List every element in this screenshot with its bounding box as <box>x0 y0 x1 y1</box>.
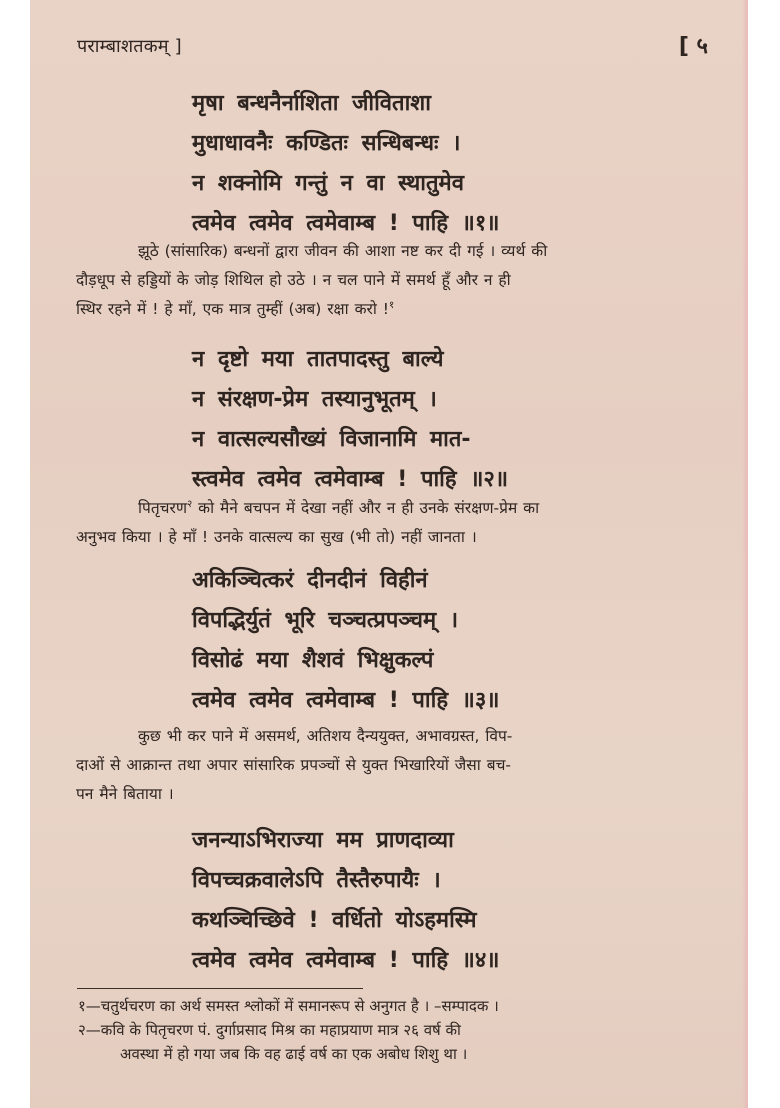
commentary-line: झूठे (सांसारिक) बन्धनों द्वारा जीवन की आशा नष्ट कर दी गई । व्यर्थ की <box>138 242 548 260</box>
book-page <box>30 0 748 1108</box>
verse-line: त्वमेव त्वमेव त्वमेवाम्ब ! पाहि ॥४॥ <box>192 948 500 973</box>
verse-4 <box>192 821 499 981</box>
verse-line: स्त्वमेव त्वमेव त्वमेवाम्ब ! पाहि ॥२॥ <box>192 467 509 492</box>
verse-line: न दृष्टो मया तातपादस्तु बाल्ये <box>192 347 444 372</box>
verse-line: न वात्सल्यसौख्यं विजानामि मात- <box>192 427 471 452</box>
footnote-2-continued: अवस्था में हो गया जब कि वह ढाई वर्ष का एक अबोध शिशु था । <box>120 1045 468 1063</box>
verse-line: मृषा बन्धनैर्नाशिता जीविताशा <box>192 91 431 116</box>
verse-line: जनन्याऽभिराज्या मम प्राणदाव्या <box>192 828 454 853</box>
verse-line: न शक्नोमि गन्तुं न वा स्थातुमेव <box>192 171 464 196</box>
footnote-ref-1: १ <box>389 299 395 311</box>
commentary-1 <box>76 237 726 324</box>
footnote-ref-2: २ <box>187 498 193 510</box>
footnote-divider <box>77 988 363 989</box>
verse-2 <box>192 340 508 500</box>
commentary-line: अनुभव किया । हे माँ ! उनके वात्सल्य का सुख (भी तो) नहीं जानता । <box>76 528 477 546</box>
footnote-1: १—चतुर्थचरण का अर्थ समस्त श्लोकों में समानरूप से अनुगत है । –सम्पादक । <box>78 997 499 1015</box>
commentary-line: दाओं से आक्रान्त तथा अपार सांसारिक प्रपञ्चों से युक्त भिखारियों जैसा बच- <box>76 756 512 774</box>
commentary-3 <box>76 722 726 809</box>
running-head: पराम्बाशतकम् ] <box>77 36 182 57</box>
verse-line: अकिञ्चित्करं दीनदीनं विहीनं <box>192 568 428 593</box>
commentary-line: कुछ भी कर पाने में असमर्थ, अतिशय दैन्ययुक्त, अभावग्रस्त, विप- <box>138 727 513 745</box>
verse-line: न संरक्षण-प्रेम तस्यानुभूतम् । <box>192 387 437 412</box>
verse-line: मुधाधावनैः कण्डितः सन्धिबन्धः । <box>192 131 461 156</box>
commentary-2 <box>76 494 726 552</box>
verse-3 <box>192 561 499 721</box>
verse-line: कथञ्चिच्छिवे ! वर्धितो योऽहमस्मि <box>192 908 477 933</box>
commentary-line: स्थिर रहने में ! हे माँ, एक मात्र तुम्हीं (अब) रक्षा करो !$^१$ <box>76 299 395 318</box>
commentary-line: पन मैने बिताया । <box>76 785 174 803</box>
footnote-2: २—कवि के पितृचरण पं. दुर्गाप्रसाद मिश्र का महाप्रयाण मात्र २६ वर्ष की <box>78 1021 461 1039</box>
commentary-line: पितृचरण$^२$ को मैने बचपन में देखा नहीं और न ही उनके संरक्षण-प्रेम का <box>138 498 540 517</box>
footnotes <box>78 994 738 1066</box>
verse-line: विसोढं मया शैशवं भिक्षुकल्पं <box>192 648 434 673</box>
commentary-line: दौड़धूप से हड्डियों के जोड़ शिथिल हो उठे । न चल पाने में समर्थ हूँ और न ही <box>76 271 511 289</box>
verse-1 <box>192 84 499 244</box>
verse-line: विपद्भिर्युतं भूरि चञ्चत्प्रपञ्चम् । <box>192 608 459 633</box>
verse-line: विपच्चक्रवालेऽपि तैस्तैरुपायैः । <box>192 868 441 893</box>
verse-line: त्वमेव त्वमेव त्वमेवाम्ब ! पाहि ॥३॥ <box>192 688 500 713</box>
page-number: [ ५ <box>678 34 708 59</box>
verse-line: त्वमेव त्वमेव त्वमेवाम्ब ! पाहि ॥१॥ <box>192 211 500 236</box>
